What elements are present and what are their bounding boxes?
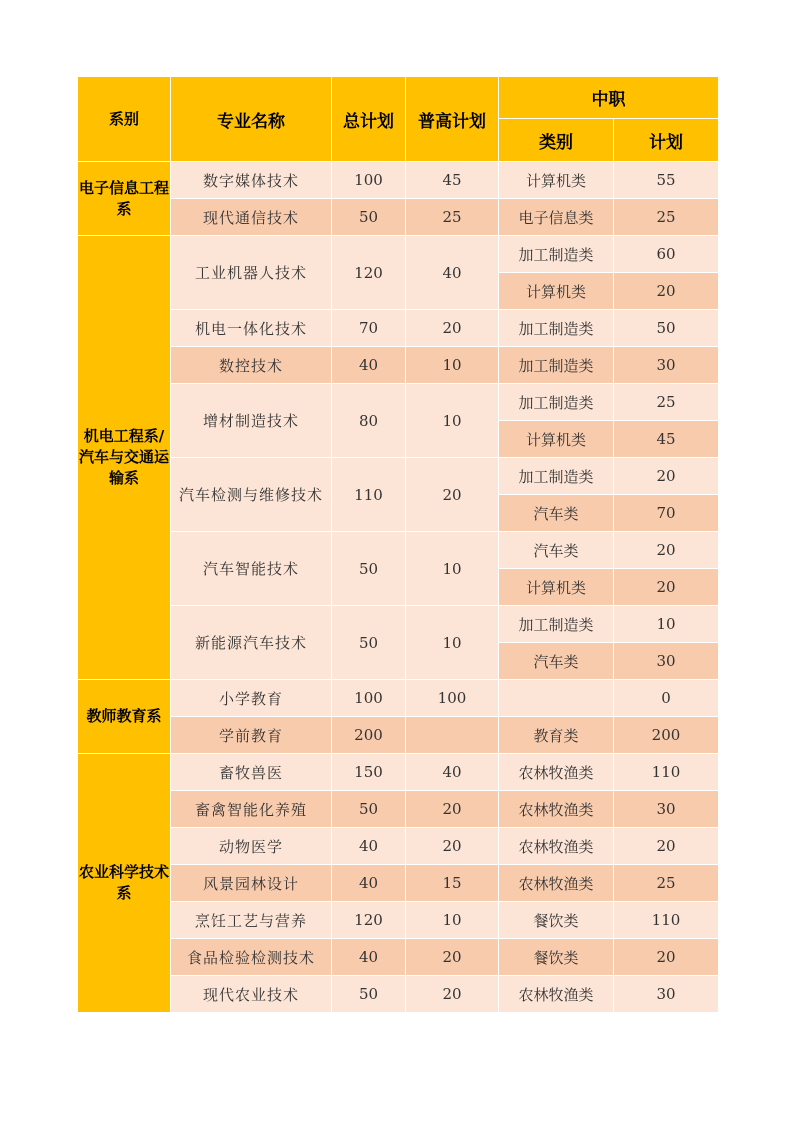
dept-cell: 教师教育系 bbox=[78, 680, 171, 754]
total-cell: 200 bbox=[332, 717, 406, 754]
major-cell: 小学教育 bbox=[171, 680, 332, 717]
major-cell: 数字媒体技术 bbox=[171, 162, 332, 199]
plan-cell: 20 bbox=[614, 939, 719, 976]
general-cell: 25 bbox=[406, 199, 499, 236]
total-cell: 110 bbox=[332, 458, 406, 532]
header-vocational: 中职 bbox=[499, 77, 719, 119]
total-cell: 150 bbox=[332, 754, 406, 791]
category-cell: 加工制造类 bbox=[499, 347, 614, 384]
plan-cell: 110 bbox=[614, 902, 719, 939]
dept-cell: 机电工程系/汽车与交通运输系 bbox=[78, 236, 171, 680]
total-cell: 70 bbox=[332, 310, 406, 347]
plan-cell: 110 bbox=[614, 754, 719, 791]
total-cell: 40 bbox=[332, 347, 406, 384]
major-cell: 学前教育 bbox=[171, 717, 332, 754]
major-cell: 食品检验检测技术 bbox=[171, 939, 332, 976]
plan-cell: 50 bbox=[614, 310, 719, 347]
category-cell: 汽车类 bbox=[499, 532, 614, 569]
category-cell: 加工制造类 bbox=[499, 236, 614, 273]
category-cell: 计算机类 bbox=[499, 421, 614, 458]
category-cell: 餐饮类 bbox=[499, 902, 614, 939]
header-plan: 计划 bbox=[614, 119, 719, 162]
plan-cell: 25 bbox=[614, 384, 719, 421]
general-cell: 20 bbox=[406, 976, 499, 1013]
plan-cell: 70 bbox=[614, 495, 719, 532]
general-cell: 40 bbox=[406, 236, 499, 310]
total-cell: 100 bbox=[332, 680, 406, 717]
plan-cell: 45 bbox=[614, 421, 719, 458]
major-cell: 畜牧兽医 bbox=[171, 754, 332, 791]
category-cell: 农林牧渔类 bbox=[499, 791, 614, 828]
plan-cell: 20 bbox=[614, 458, 719, 495]
plan-cell: 60 bbox=[614, 236, 719, 273]
major-cell: 工业机器人技术 bbox=[171, 236, 332, 310]
total-cell: 40 bbox=[332, 865, 406, 902]
general-cell: 10 bbox=[406, 384, 499, 458]
plan-cell: 55 bbox=[614, 162, 719, 199]
plan-cell: 20 bbox=[614, 532, 719, 569]
category-cell: 加工制造类 bbox=[499, 458, 614, 495]
category-cell: 教育类 bbox=[499, 717, 614, 754]
total-cell: 120 bbox=[332, 902, 406, 939]
general-cell: 15 bbox=[406, 865, 499, 902]
plan-cell: 25 bbox=[614, 865, 719, 902]
total-cell: 50 bbox=[332, 532, 406, 606]
major-cell: 现代通信技术 bbox=[171, 199, 332, 236]
plan-cell: 20 bbox=[614, 569, 719, 606]
category-cell bbox=[499, 680, 614, 717]
header-total: 总计划 bbox=[332, 77, 406, 162]
plan-cell: 30 bbox=[614, 976, 719, 1013]
general-cell: 20 bbox=[406, 458, 499, 532]
major-cell: 增材制造技术 bbox=[171, 384, 332, 458]
major-cell: 新能源汽车技术 bbox=[171, 606, 332, 680]
category-cell: 加工制造类 bbox=[499, 384, 614, 421]
general-cell: 40 bbox=[406, 754, 499, 791]
total-cell: 40 bbox=[332, 828, 406, 865]
plan-cell: 20 bbox=[614, 273, 719, 310]
category-cell: 电子信息类 bbox=[499, 199, 614, 236]
plan-cell: 30 bbox=[614, 643, 719, 680]
category-cell: 农林牧渔类 bbox=[499, 976, 614, 1013]
header-general: 普高计划 bbox=[406, 77, 499, 162]
total-cell: 40 bbox=[332, 939, 406, 976]
category-cell: 汽车类 bbox=[499, 495, 614, 532]
plan-cell: 200 bbox=[614, 717, 719, 754]
category-cell: 农林牧渔类 bbox=[499, 828, 614, 865]
category-cell: 计算机类 bbox=[499, 273, 614, 310]
major-cell: 汽车检测与维修技术 bbox=[171, 458, 332, 532]
total-cell: 50 bbox=[332, 976, 406, 1013]
header-dept: 系别 bbox=[78, 77, 171, 162]
plan-cell: 30 bbox=[614, 347, 719, 384]
general-cell: 10 bbox=[406, 347, 499, 384]
total-cell: 50 bbox=[332, 791, 406, 828]
major-cell: 烹饪工艺与营养 bbox=[171, 902, 332, 939]
total-cell: 50 bbox=[332, 199, 406, 236]
general-cell: 45 bbox=[406, 162, 499, 199]
general-cell: 10 bbox=[406, 532, 499, 606]
major-cell: 机电一体化技术 bbox=[171, 310, 332, 347]
plan-cell: 20 bbox=[614, 828, 719, 865]
category-cell: 计算机类 bbox=[499, 162, 614, 199]
total-cell: 50 bbox=[332, 606, 406, 680]
category-cell: 汽车类 bbox=[499, 643, 614, 680]
general-cell: 10 bbox=[406, 902, 499, 939]
major-cell: 畜禽智能化养殖 bbox=[171, 791, 332, 828]
major-cell: 动物医学 bbox=[171, 828, 332, 865]
total-cell: 80 bbox=[332, 384, 406, 458]
enrollment-plan-table bbox=[77, 76, 719, 1013]
general-cell bbox=[406, 717, 499, 754]
plan-cell: 10 bbox=[614, 606, 719, 643]
category-cell: 加工制造类 bbox=[499, 310, 614, 347]
category-cell: 餐饮类 bbox=[499, 939, 614, 976]
dept-cell: 电子信息工程系 bbox=[78, 162, 171, 236]
general-cell: 20 bbox=[406, 939, 499, 976]
dept-cell: 农业科学技术系 bbox=[78, 754, 171, 1013]
header-major: 专业名称 bbox=[171, 77, 332, 162]
category-cell: 计算机类 bbox=[499, 569, 614, 606]
total-cell: 100 bbox=[332, 162, 406, 199]
major-cell: 汽车智能技术 bbox=[171, 532, 332, 606]
general-cell: 20 bbox=[406, 828, 499, 865]
category-cell: 农林牧渔类 bbox=[499, 865, 614, 902]
category-cell: 加工制造类 bbox=[499, 606, 614, 643]
major-cell: 风景园林设计 bbox=[171, 865, 332, 902]
plan-cell: 30 bbox=[614, 791, 719, 828]
general-cell: 10 bbox=[406, 606, 499, 680]
header-category: 类别 bbox=[499, 119, 614, 162]
general-cell: 20 bbox=[406, 791, 499, 828]
plan-cell: 25 bbox=[614, 199, 719, 236]
general-cell: 20 bbox=[406, 310, 499, 347]
plan-cell: 0 bbox=[614, 680, 719, 717]
category-cell: 农林牧渔类 bbox=[499, 754, 614, 791]
general-cell: 100 bbox=[406, 680, 499, 717]
major-cell: 现代农业技术 bbox=[171, 976, 332, 1013]
total-cell: 120 bbox=[332, 236, 406, 310]
major-cell: 数控技术 bbox=[171, 347, 332, 384]
